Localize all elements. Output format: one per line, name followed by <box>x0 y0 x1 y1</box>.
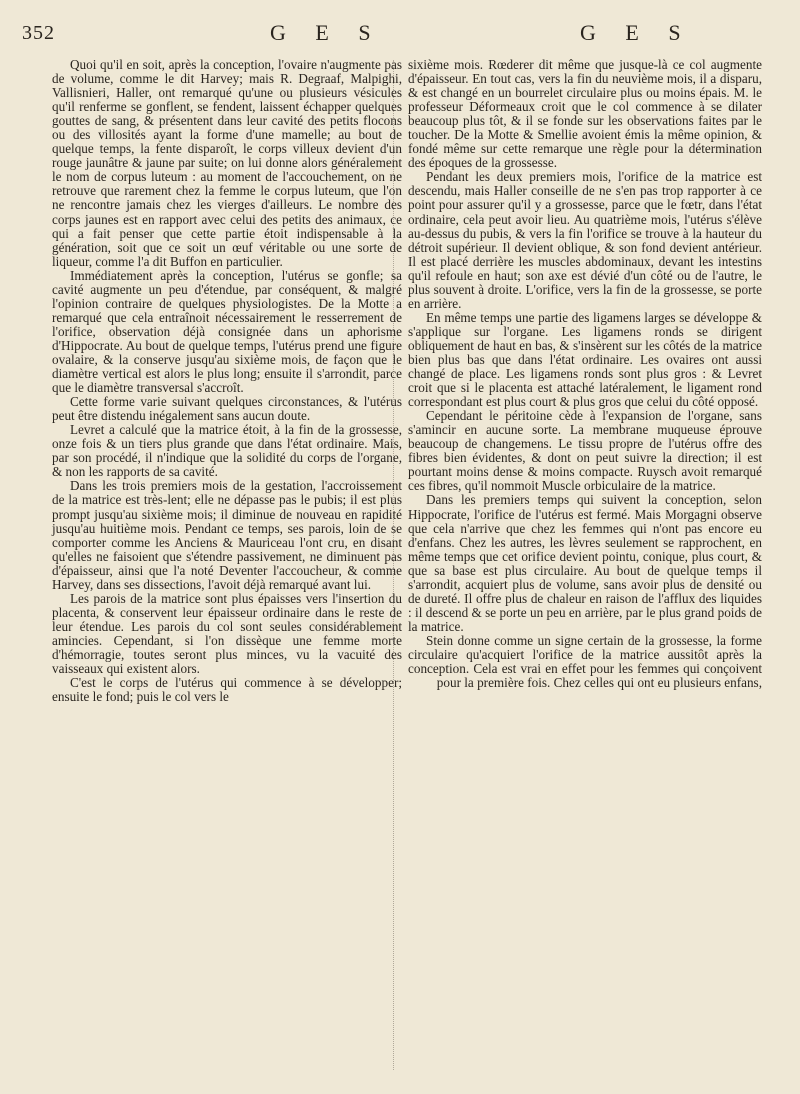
left-column <box>52 58 402 704</box>
paragraph: En même temps une partie des ligamens larges se développe & s'applique sur l'organe. Les ligamens ronds se dirigent obliquement de haut en bas, & s'insèrent sur les côtés de la matrice bien plus bas que dans l'état ordinaire. Les ovaires ont aussi changé de place. Les ligamens ronds sont plus gros : & Levret croit que si le placenta est attaché latéralement, le ligament rond correspondant est plus court & plus gros que celui du côté opposé. <box>408 309 762 410</box>
paragraph: C'est le corps de l'utérus qui commence à se développer; ensuite le fond; puis le col vers le <box>52 675 402 705</box>
paragraph: Cette forme varie suivant quelques circonstances, & l'utérus peut être distendu inégalement sans aucun doute. <box>52 394 402 424</box>
running-head-right: G E S <box>580 20 693 45</box>
paragraph: sixième mois. Rœderer dit même que jusque-là ce col augmente d'épaisseur. En tout cas, vers la fin du neuvième mois, il a disparu, & est changé en un bourrelet circulaire plus ou moins épais. M. le professeur Déformeaux croit que le col commence à se dilater beaucoup plus tôt, & il se fonde sur les observations faites par le toucher. De la Motte & Smellie avoient émis la même opinion, & fondé même sur cette remarque une règle pour la détermination des époques de la grossesse. <box>408 57 762 171</box>
paragraph: Quoi qu'il en soit, après la conception, l'ovaire n'augmente pas de volume, comme le dit Harvey; mais R. Degraaf, Malpighi, Vallisnieri, Haller, ont remarqué qu'une ou plusieurs vésicules qu'il renferme se gonflent, se fendent, laissent échapper quelques gouttes de sang, & présentent dans leur cavité des petits flocons ou des villosités ayant la forme d'une mamelle; au bout de quelque temps, la fente disparoît, le corps villeux devient d'un rouge jaunâtre & jaune par suite; on lui donne alors généralement le nom de corpus luteum : au moment de l'accouchement, on ne retrouve que rarement chez la femme le corpus luteum, que l'on ne rencontre jamais chez les vierges d'ailleurs. Le nombre des corps jaunes est en rapport avec celui des petits des animaux, ce qui a fait penser que cette partie étoit indispensable à la génération, soit que ce soit un œuf véritable ou une sorte de liqueur, comme l'a dit Buffon en particulier. <box>52 57 402 269</box>
paragraph: Stein donne comme un signe certain de la grossesse, la forme circulaire qu'acquiert l'orifice de la matrice aussitôt après la conception. Cela est vrai en effet pour les femmes qui conçoivent pour la première fois. Chez celles qui ont eu plusieurs enfans, <box>408 632 762 691</box>
paragraph: Levret a calculé que la matrice étoit, à la fin de la grossesse, onze fois & un tiers plus grande que dans l'état ordinaire. Mais, par son procédé, il n'indique que la solidité du corps de l'organe, & non les rapports de sa cavité. <box>52 422 402 480</box>
paragraph: Immédiatement après la conception, l'utérus se gonfle; sa cavité augmente un peu d'étendue, par conséquent, & malgré l'opinion contraire de quelques physiologistes. De la Motte a remarqué que cela entraînoit nécessairement le resserrement de l'orifice, observation déjà consignée dans un aphorisme d'Hippocrate. Au bout de quelque temps, l'utérus prend une figure ovalaire, & la conserve jusqu'au sixième mois, de façon que le diamètre vertical est alors le plus long; ensuite il s'arrondit, parce que le diamètre transversal s'accroît. <box>52 267 402 396</box>
paragraph: Pendant les deux premiers mois, l'orifice de la matrice est descendu, mais Haller conseille de ne s'en pas trop rapporter à ce point pour assurer qu'il y a grossesse, parce que le fœtr, dans l'état ordinaire, cela peut avoir lieu. Au quatrième mois, l'utérus s'élève au-dessus du pubis, & vers la fin l'orifice se trouve à la hauteur du détroit supérieur. Il devient oblique, & son fond devient antérieur. Il est placé derrière les muscles abdominaux, devant les intestins qu'il refoule en haut; son axe est dévié d'un côté ou de l'autre, le plus souvent à droite. L'orifice, vers la fin de la grossesse, se porte en arrière. <box>408 169 762 311</box>
paragraph: Cependant le péritoine cède à l'expansion de l'organe, sans s'amincir en aucune sorte. La membrane muqueuse éprouve beaucoup de changemens. Le tissu propre de l'utérus offre des fibres bien évidentes, & dont on peut suivre la direction; il est pourtant moins dense & moins compacte. Ruysch avoit remarqué ces fibres, qu'il nommoit Muscle orbiculaire de la matrice. <box>408 408 762 494</box>
right-column <box>408 58 762 690</box>
running-head-left: G E S <box>270 20 383 45</box>
paragraph: Dans les premiers temps qui suivent la conception, selon Hippocrate, l'orifice de l'utérus est fermé. Mais Morgagni observe que cela n'arrive que chez les femmes qui n'ont pas encore eu d'enfans. Chez les autres, les lèvres seulement se rapprochent, en même temps que cet orifice devient pointu, conique, plus court, & que sa base est plus circulaire. Au bout de quelque temps il s'arrondit, acquiert plus de volume, sans avoir plus de densité ou de dureté. Il offre plus de chaleur en raison de l'afflux des liquides : il descend & se porte un peu en arrière, par le plus grand poids de la matrice. <box>408 492 762 634</box>
paragraph: Dans les trois premiers mois de la gestation, l'accroissement de la matrice est très-lent; elle ne dépasse pas le pubis; il est plus prompt jusqu'au sixième mois; il diminue de nouveau en rapidité jusqu'au huitième mois. Pendant ce temps, ses parois, loin de se comporter comme les Anciens & Mauriceau l'ont cru, en disant qu'elles ne faisoient que s'étendre passivement, ne diminuent pas d'épaisseur, ainsi que l'a noté Deventer l'accoucheur, & comme Harvey, dans ses dissections, l'avoit déjà remarqué avant lui. <box>52 478 402 592</box>
paragraph: Les parois de la matrice sont plus épaisses vers l'insertion du placenta, & conservent leur épaisseur ordinaire dans le reste de leur étendue. Les parois du col sont seules considérablement amincies. Cependant, si l'on dissèque une femme morte d'hémorragie, toutes seront plus minces, vu la vacuité des vaisseaux qui existent alors. <box>52 590 402 677</box>
page-number: 352 <box>22 22 55 44</box>
